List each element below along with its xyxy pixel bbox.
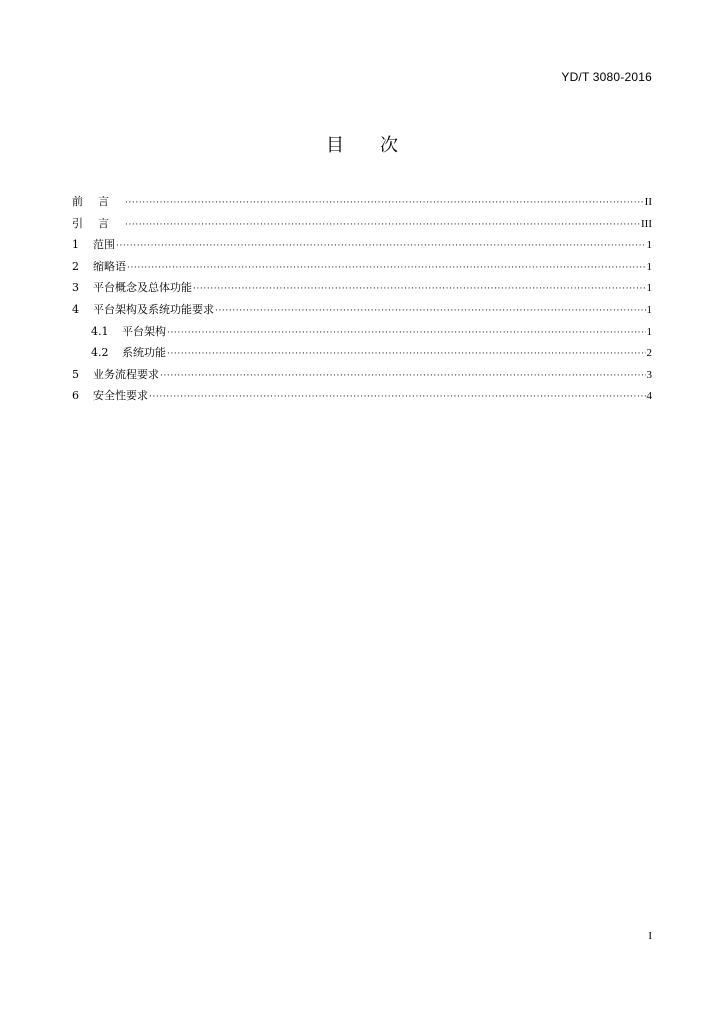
title-char-2: 次	[380, 135, 398, 156]
toc-entry-platform-architecture-requirements[interactable]	[72, 303, 652, 325]
toc-entry-label: 引言	[72, 216, 124, 230]
toc-entry-label: 缩略语	[93, 259, 126, 273]
toc-leader-dots	[149, 390, 646, 404]
toc-entry-number: 3	[72, 281, 79, 295]
title-char-1: 目	[326, 135, 344, 156]
toc-entry-number: 5	[72, 367, 79, 381]
toc-entry-page: 1	[646, 282, 652, 295]
toc-entry-page: 1	[646, 239, 652, 252]
toc-leader-dots	[125, 196, 644, 210]
toc-entry-business-process[interactable]	[72, 368, 652, 390]
toc-entry-page: 2	[646, 347, 652, 360]
toc-entry-label: 前言	[72, 195, 124, 208]
toc-leader-dots	[127, 261, 646, 275]
toc-entry-system-functions[interactable]	[72, 346, 652, 368]
toc-entry-label: 平台概念及总体功能	[93, 281, 192, 295]
toc-entry-security[interactable]	[72, 389, 652, 411]
toc-entry-number: 6	[72, 389, 79, 403]
toc-leader-dots	[193, 282, 646, 296]
toc-entry-platform-architecture[interactable]	[72, 325, 652, 347]
toc-entry-number: 4.1	[91, 324, 109, 338]
toc-entry-label: 平台架构及系统功能要求	[93, 302, 214, 316]
page-title	[0, 131, 724, 157]
toc-entry-label: 安全性要求	[93, 389, 148, 403]
toc-entry-page: 1	[646, 303, 652, 316]
toc-entry-platform-concept[interactable]	[72, 281, 652, 303]
toc-entry-preface[interactable]	[72, 195, 652, 217]
toc-entry-number: 4	[72, 302, 79, 316]
toc-entry-introduction[interactable]	[72, 217, 652, 239]
table-of-contents	[72, 195, 652, 411]
page-number: I	[648, 930, 652, 942]
toc-entry-scope[interactable]	[72, 238, 652, 260]
toc-entry-page: 1	[646, 260, 652, 273]
toc-entry-number: 2	[72, 259, 79, 273]
toc-entry-page: 1	[646, 325, 652, 338]
toc-entry-label: 平台架构	[122, 324, 166, 338]
document-code: YD/T 3080-2016	[561, 70, 652, 84]
toc-entry-number: 1	[72, 238, 79, 252]
toc-entry-label: 系统功能	[122, 346, 166, 360]
toc-entry-abbreviations[interactable]	[72, 260, 652, 282]
toc-leader-dots	[160, 369, 646, 383]
toc-leader-dots	[116, 239, 646, 253]
toc-entry-page: II	[644, 196, 652, 208]
toc-leader-dots	[215, 304, 646, 318]
toc-entry-page: III	[641, 217, 652, 230]
toc-entry-page: 3	[646, 368, 652, 381]
toc-leader-dots	[125, 218, 640, 232]
toc-entry-page: 4	[646, 390, 652, 403]
toc-leader-dots	[167, 326, 646, 340]
toc-entry-label: 范围	[93, 238, 115, 252]
toc-leader-dots	[167, 347, 646, 361]
toc-entry-number: 4.2	[91, 346, 109, 360]
toc-entry-label: 业务流程要求	[93, 367, 159, 381]
